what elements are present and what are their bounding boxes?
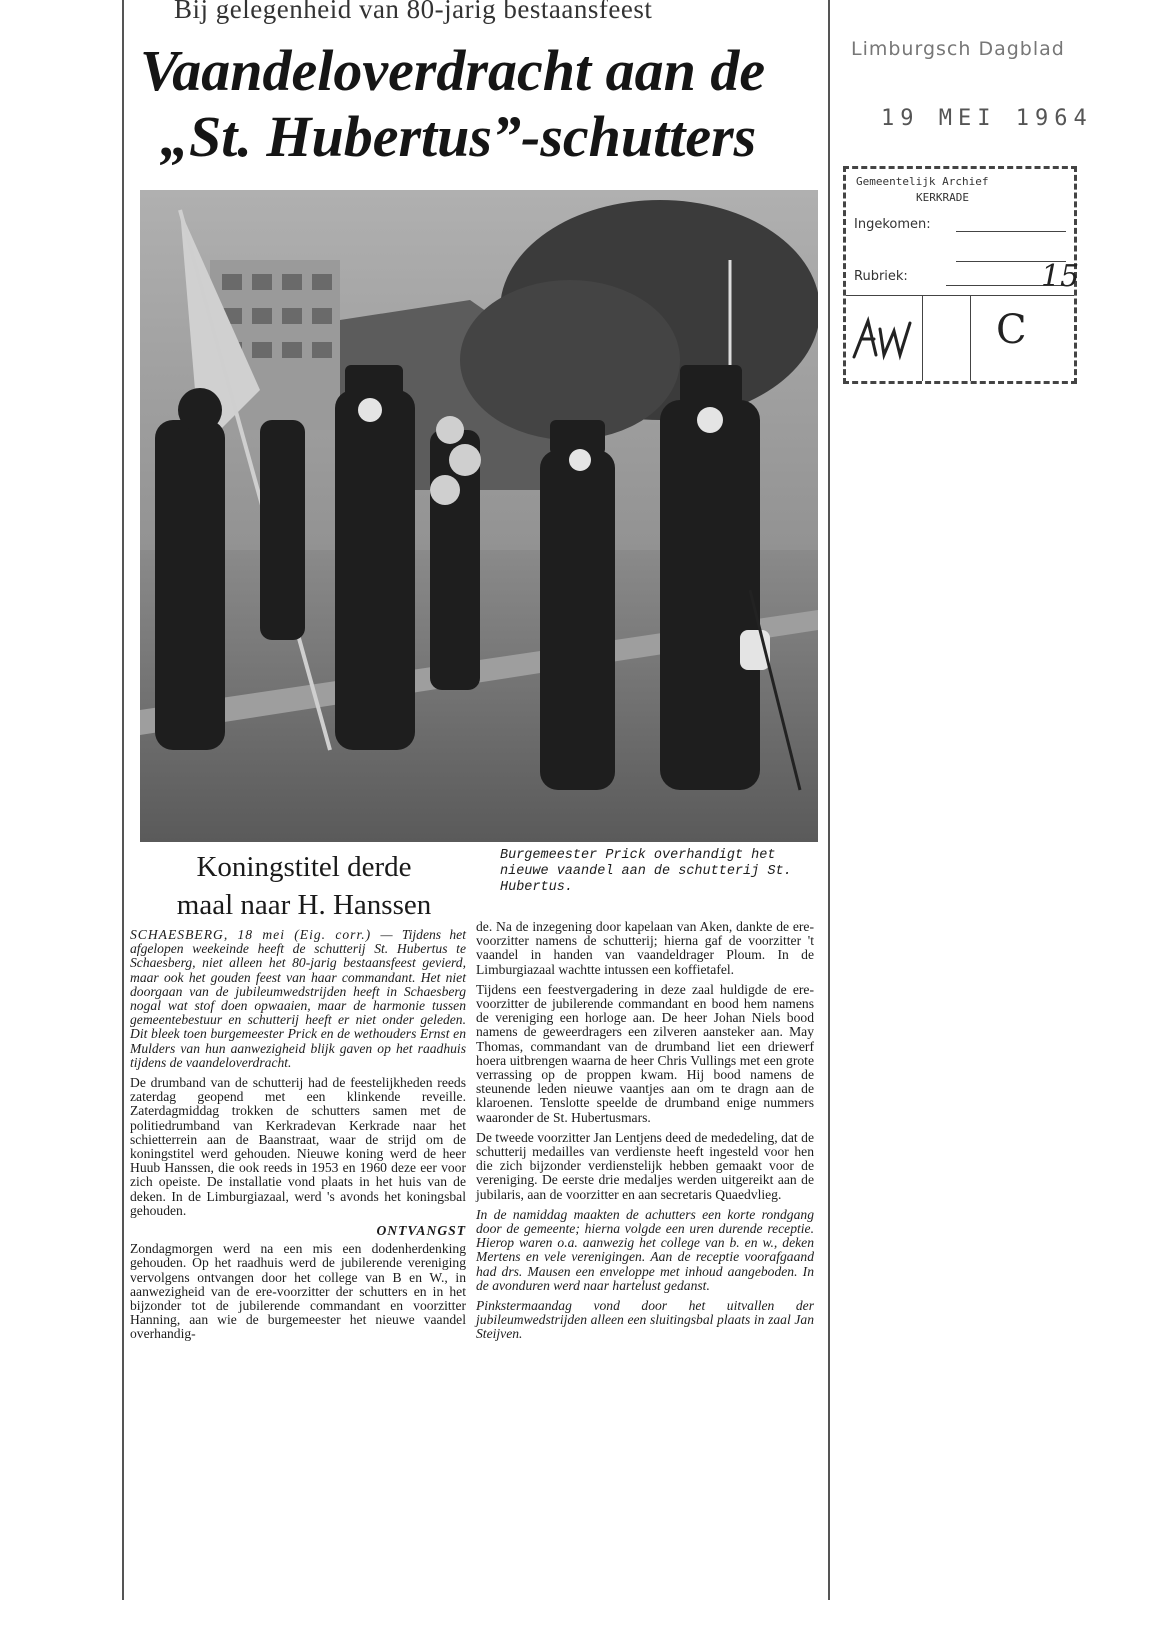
stamp-line-1: Gemeentelijk Archief xyxy=(856,175,989,188)
photo-illustration xyxy=(140,190,818,842)
handwritten-initials-signature xyxy=(850,309,934,369)
stamp-cell-divider-2 xyxy=(970,295,971,381)
article-paragraph-8: Pinkstermaandag vond door het uitvallen der jubileumwedstrijden alleen een sluitingsbal plaats in zaal Jan Steijven. xyxy=(476,1298,814,1342)
dateline: SCHAESBERG, 18 mei (Eig. corr.) — xyxy=(130,927,394,942)
photo-caption: Burgemeester Prick overhandigt het nieuwe vaandel aan de schutterij St. Hubertus. xyxy=(500,848,792,895)
kicker-line: Bij gelegenheid van 80-jarig bestaansfeest xyxy=(174,0,653,24)
news-photo xyxy=(140,190,818,842)
publication-date: 19 MEI 1964 xyxy=(881,106,1093,131)
article-paragraph-3: Zondagmorgen werd na een mis een dodenherdenking gehouden. Op het raadhuis werd de jubilerende vereniging vervolgens ontvangen door het college van B en W., in aanwezigheid van de ere-voorzitter der schutters en in het bijzonder tot de jubilerende commandant en voorzitter Hanning, aan wie de burgemeester het nieuwe vaandel overhandig- xyxy=(130,1241,466,1342)
subhead xyxy=(136,848,472,924)
column-rule-right xyxy=(828,0,830,1600)
newspaper-clipping xyxy=(122,0,832,1641)
stamp-line-2: KERKRADE xyxy=(916,191,969,204)
newspaper-name: Limburgsch Dagblad xyxy=(851,38,1065,60)
article-column-right xyxy=(476,920,814,1348)
rubric-label: Rubriek: xyxy=(854,269,908,284)
handwritten-letter: C xyxy=(996,307,1027,353)
stamp-divider xyxy=(846,295,1074,296)
subhead-line-2: maal naar H. Hanssen xyxy=(176,889,432,921)
archive-stamp xyxy=(843,166,1080,384)
subhead-line-1: Koningstitel derde xyxy=(196,851,412,883)
article-paragraph-6: De tweede voorzitter Jan Lentjens deed de mededeling, dat de schutterij medailles van verdienste heeft ingesteld voor hen die zich bijzonder verdienstelijk hebben gemaakt voor de vereniging. De eerste drie medaljes werden uitgereikt aan de jubilaris, aan de voorzitter en aan secretaris Quaedvlieg. xyxy=(476,1129,814,1202)
article-paragraph-2: De drumband van de schutterij had de feestelijkheden reeds zaterdag geopend met een klinkende reveille. Zaterdagmiddag trokken de schutters samen met de politiedrumband van Kerkradevan Kerkrade naar het schietterrein aan de Baanstraat, waar de strijd om de koningstitel werd gehouden. Nieuwe koning werd de heer Huub Hanssen, die ook reeds in 1953 en 1960 deze eer voor zich opeiste. De installatie vond plaats in het huis van de deken. In de Limburgiazaal, werd 's avonds het koningsbal gehouden. xyxy=(130,1075,466,1218)
article-paragraph-7: In de namiddag maakten de achutters een korte rondgang door de gemeente; hierna volgde een uren durende receptie. Hierop waren o.a. aanwezig het college van b. en w., deken Mertens en vele verenigingen. Aan de receptie voorafgaand had drs. Mausen een enveloppe met inhoud aangeboden. In de avonduren werd naar hartelust gedanst. xyxy=(476,1206,814,1293)
received-line xyxy=(956,231,1066,232)
received-label: Ingekomen: xyxy=(854,217,931,232)
handwritten-number: 15 xyxy=(1041,259,1080,294)
article-column-left xyxy=(130,928,466,1348)
headline-line-1: Vaandeloverdracht aan de xyxy=(140,38,766,103)
headline-line-2: „St. Hubertus”-schutters xyxy=(160,104,757,169)
archive-stamp-area xyxy=(843,28,1093,388)
article-paragraph-5: Tijdens een feestvergadering in deze zaal huldigde de ere-voorzitter de jubilerende commandant en bood hem namens de vereniging een horloge aan. De heer Johan Niels bood namens de geweerdragers een zilveren aansteker aan. May Thomas, commandant van de drumband liet een driewerf hoera uitbrengen waarna de heer Chris Vullings met een grote verrassing op de proppen kwam. Hij bood namens de steunende leden nieuwe vaantjes aan om te dragn aan de klaroenen. Tenslotte speelde de drumband enige nummers waaronder de St. Hubertusmars. xyxy=(476,981,814,1125)
article-lead: Tijdens het afgelopen weekeinde heeft de schutterij St. Hubertus te Schaesberg, niet alleen het 80-jarig bestaansfeest gevierd, maar ook het gouden feest van haar commandant. Het niet doorgaan van de jubileumwedstrijden heeft in Schaesberg nogal wat stof doen opwaaien, maar de harmonie tussen gemeentebestuur en schutterij heeft er niet onder geleden. Dit bleek toen burgemeester Prick en de wethouders Ernst en Mulders van hun aanwezigheid blijk gaven op het raadhuis tijdens de vaandeloverdracht. xyxy=(130,927,466,1070)
section-heading: ONTVANGST xyxy=(376,1223,466,1239)
article-paragraph-4: de. Na de inzegening door kapelaan van Aken, dankte de ere-voorzitter namens de schutterij; hierna gaf de voorzitter 't vaandel in handen van vaandeldrager Ploum. In de Limburgiazaal wachtte intussen een koffietafel. xyxy=(476,919,814,977)
column-rule-left xyxy=(122,0,124,1600)
